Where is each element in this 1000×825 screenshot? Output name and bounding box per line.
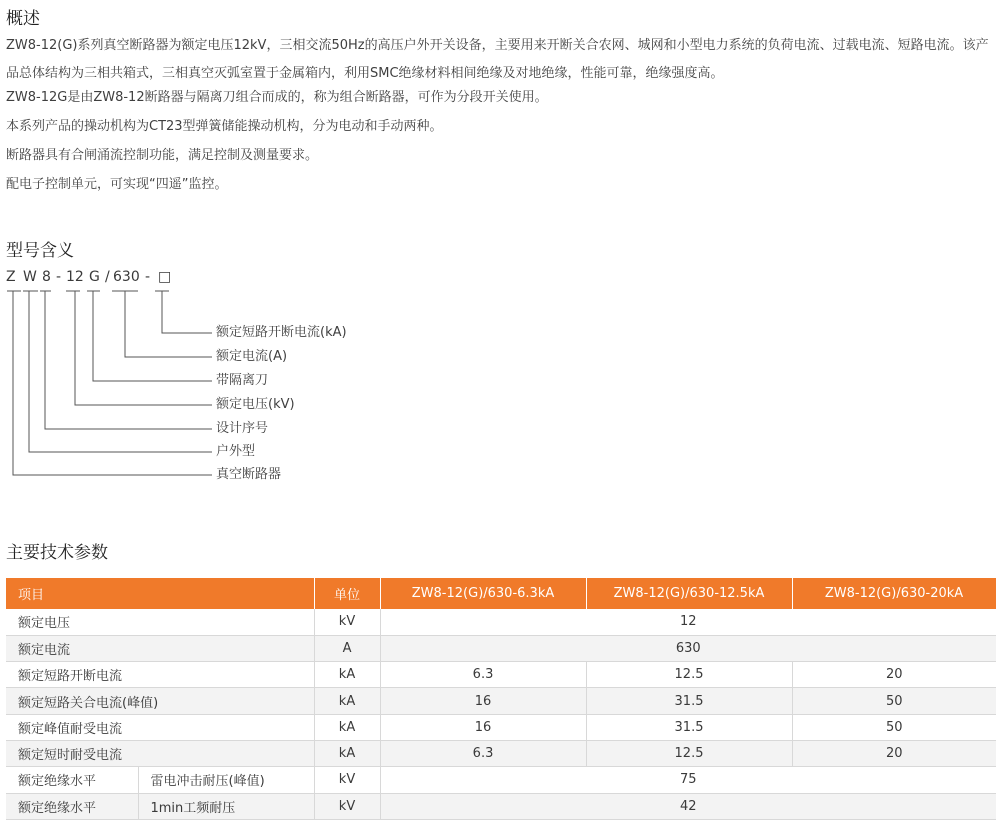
row-value: 75: [380, 767, 996, 793]
overview-paragraph-2: ZW8-12G是由ZW8-12断路器与隔离刀组合而成的，称为组合断路器，可作为分段开关使用。: [6, 90, 548, 105]
overview-paragraph-1: ZW8-12(G)系列真空断路器为额定电压12kV，三相交流50Hz的高压户外开关设备，主要用来开断关合农网、城网和小型电力系统的负荷电流、过载电流、短路电流。该产品总体结构为三相共箱式，三相真空灭弧室置于金属箱内，利用SMC绝缘材料相间绝缘及对地绝缘，性能可靠，绝缘强度高。: [6, 38, 989, 81]
row-value: 31.5: [586, 688, 792, 714]
model-label-outdoor: 户外型: [216, 444, 256, 459]
params-header-row: [6, 578, 996, 609]
model-code-12: 12: [66, 269, 84, 285]
row-name: 额定绝缘水平: [6, 793, 138, 819]
row-name: 额定短路关合电流(峰值): [6, 688, 314, 714]
row-name: 额定绝缘水平: [6, 767, 138, 793]
model-title: 型号含义: [6, 241, 74, 261]
row-value: 16: [380, 688, 586, 714]
row-value: 12: [380, 609, 996, 635]
model-code-8: 8: [42, 269, 51, 285]
table-row: [6, 609, 996, 635]
model-code-w: W: [23, 269, 37, 285]
row-unit: kA: [314, 740, 380, 766]
row-name: 额定电压: [6, 609, 314, 635]
model-label-isolator: 带隔离刀: [216, 373, 269, 388]
params-table: [6, 578, 997, 820]
row-unit: kA: [314, 714, 380, 740]
row-value: 16: [380, 714, 586, 740]
row-name: 额定短时耐受电流: [6, 740, 314, 766]
model-code-630: 630: [113, 269, 140, 285]
row-name: 额定电流: [6, 635, 314, 661]
row-value: 20: [792, 740, 996, 766]
model-label-design-number: 设计序号: [216, 421, 269, 436]
overview-paragraph-3: 本系列产品的操动机构为CT23型弹簧储能操动机构，分为电动和手动两种。: [6, 119, 443, 134]
model-code-slash: /: [105, 269, 110, 285]
row-unit: kV: [314, 609, 380, 635]
table-row: [6, 714, 996, 740]
row-value: 12.5: [586, 740, 792, 766]
row-unit: A: [314, 635, 380, 661]
header-model-12-5ka: ZW8-12(G)/630-12.5kA: [586, 578, 792, 609]
row-value: 50: [792, 688, 996, 714]
model-tree-lines: [0, 290, 400, 490]
table-row: [6, 662, 996, 688]
row-value: 6.3: [380, 740, 586, 766]
model-code-box: □: [158, 269, 172, 285]
row-unit: kV: [314, 793, 380, 819]
row-value: 31.5: [586, 714, 792, 740]
params-title: 主要技术参数: [6, 543, 108, 563]
model-code-dash-1: -: [56, 269, 62, 285]
table-row: [6, 767, 996, 793]
overview-title: 概述: [6, 9, 40, 29]
model-code-dash-2: -: [145, 269, 151, 285]
row-name: 额定短路开断电流: [6, 662, 314, 688]
model-code-g: G: [89, 269, 100, 285]
header-model-6-3ka: ZW8-12(G)/630-6.3kA: [380, 578, 586, 609]
row-value: 630: [380, 635, 996, 661]
model-code-z: Z: [6, 269, 16, 285]
row-value: 20: [792, 662, 996, 688]
row-value: 50: [792, 714, 996, 740]
row-subname: 雷电冲击耐压(峰值): [138, 767, 314, 793]
table-row: [6, 793, 996, 819]
row-name: 额定峰值耐受电流: [6, 714, 314, 740]
row-value: 6.3: [380, 662, 586, 688]
header-unit: 单位: [314, 578, 380, 609]
model-code: [6, 269, 206, 291]
row-value: 42: [380, 793, 996, 819]
table-row: [6, 740, 996, 766]
row-subname: 1min工频耐压: [138, 793, 314, 819]
row-unit: kA: [314, 662, 380, 688]
header-item: 项目: [6, 578, 314, 609]
model-label-vacuum-breaker: 真空断路器: [216, 467, 282, 482]
row-unit: kA: [314, 688, 380, 714]
table-row: [6, 688, 996, 714]
row-value: 12.5: [586, 662, 792, 688]
overview-paragraph-4: 断路器具有合闸涌流控制功能，满足控制及测量要求。: [6, 148, 319, 163]
model-label-rated-current: 额定电流(A): [216, 349, 288, 364]
overview-paragraph-5: 配电子控制单元，可实现“四遥”监控。: [6, 177, 228, 192]
model-label-rated-voltage: 额定电压(kV): [216, 397, 295, 412]
header-model-20ka: ZW8-12(G)/630-20kA: [792, 578, 996, 609]
row-unit: kV: [314, 767, 380, 793]
model-label-breaking-current: 额定短路开断电流(kA): [216, 325, 347, 340]
table-row: [6, 635, 996, 661]
